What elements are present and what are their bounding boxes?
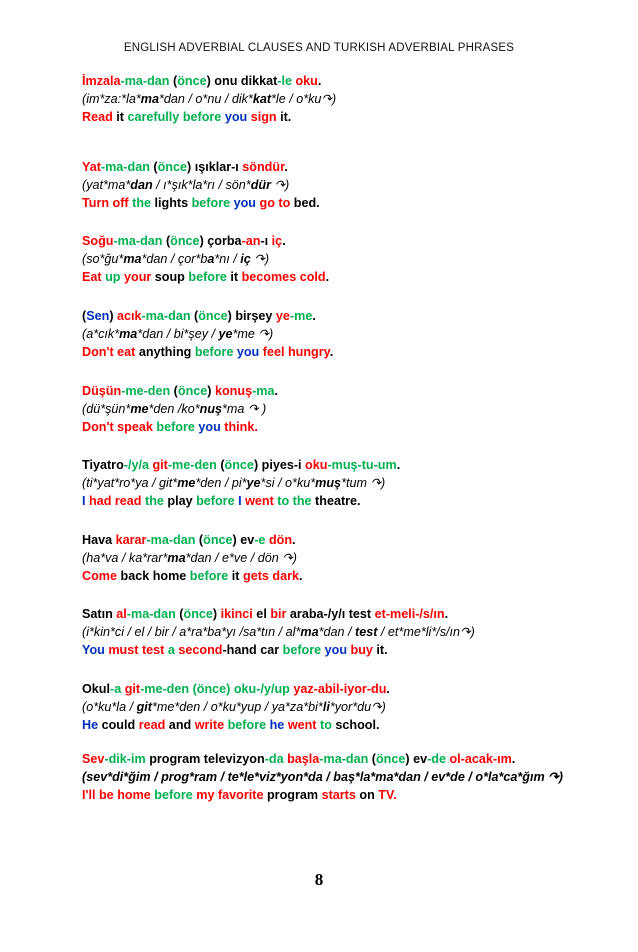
phonetic-transcription	[82, 176, 582, 194]
english-translation	[82, 567, 582, 585]
text-segment: before	[154, 788, 193, 802]
text-segment: nuş	[199, 402, 223, 416]
text-segment: you	[324, 643, 348, 657]
text-segment: Sen	[86, 309, 110, 323]
text-segment: önce	[183, 607, 213, 621]
text-segment: önce	[198, 309, 228, 323]
text-segment: başla	[287, 752, 320, 766]
text-segment: play	[163, 494, 197, 508]
phonetic-transcription	[82, 474, 582, 492]
text-segment: iç	[271, 234, 283, 248]
text-segment: )	[207, 384, 215, 398]
text-segment: ol-acak-ım	[449, 752, 512, 766]
text-segment: *ma ↷ )	[222, 402, 267, 416]
text-segment: .	[282, 234, 286, 248]
text-segment: el	[252, 607, 271, 621]
text-segment: .	[325, 270, 330, 284]
turkish-sentence	[82, 232, 582, 250]
text-segment: before	[196, 494, 235, 508]
text-segment: (	[216, 458, 225, 472]
text-segment: it	[112, 110, 128, 124]
text-segment: yaz-abil-iyor-du	[293, 682, 387, 696]
text-segment: li	[322, 700, 330, 714]
text-segment: (	[190, 309, 199, 323]
text-segment: -ma-dan	[120, 74, 170, 88]
text-segment: Tiyatro	[82, 458, 124, 472]
text-segment: kat	[252, 92, 272, 106]
text-segment: think.	[224, 420, 258, 434]
text-segment: gets	[243, 569, 269, 583]
text-segment: You	[82, 643, 105, 657]
text-segment: TV.	[378, 788, 397, 802]
text-segment: (ha*va / ka*rar*	[82, 551, 168, 565]
text-segment: .	[292, 533, 296, 547]
text-segment: -me-den (önce)	[140, 682, 231, 696]
text-segment: ye	[246, 476, 261, 490]
text-segment: and	[165, 718, 195, 732]
text-segment: you	[233, 196, 256, 210]
text-segment: -hand car	[222, 643, 283, 657]
text-segment: home	[117, 788, 151, 802]
phonetic-transcription	[82, 549, 582, 567]
text-segment: -me	[289, 309, 313, 323]
example-entry	[82, 456, 582, 510]
phonetic-transcription	[82, 400, 582, 418]
text-segment: oku-/y/up	[233, 682, 290, 696]
text-segment: *yor*du↷)	[329, 700, 386, 714]
text-segment: İmzala	[82, 74, 121, 88]
text-segment: -me-den	[167, 458, 217, 472]
turkish-sentence	[82, 307, 582, 325]
text-segment: lights	[151, 196, 192, 210]
text-segment: test	[355, 625, 378, 639]
text-segment: önce	[157, 160, 187, 174]
turkish-sentence	[82, 456, 582, 474]
text-segment: -ma	[252, 384, 275, 398]
english-translation	[82, 641, 582, 659]
text-segment: bir	[270, 607, 287, 621]
text-segment: ye	[275, 309, 290, 323]
text-segment: -e	[254, 533, 266, 547]
text-segment: (i*kin*ci / el / bir / a*ra*ba*yı /sa*tın / al*	[82, 625, 301, 639]
phonetic-transcription	[82, 90, 582, 108]
text-segment: Satın	[82, 607, 117, 621]
text-segment: you	[198, 420, 221, 434]
text-segment: .	[274, 384, 278, 398]
text-segment: *me ↷)	[232, 327, 274, 341]
example-entry	[82, 72, 582, 126]
english-translation	[82, 418, 582, 436]
text-segment: before	[227, 718, 267, 732]
text-segment: (so*ğu*	[82, 252, 124, 266]
text-segment: *den / pi*	[195, 476, 247, 490]
text-segment: -me-den	[121, 384, 171, 398]
text-segment: (	[170, 384, 178, 398]
text-segment: *le / o*ku↷)	[271, 92, 337, 106]
text-segment: .	[317, 74, 322, 88]
turkish-sentence	[82, 158, 582, 176]
example-entry	[82, 158, 582, 212]
text-segment: -/y/a	[123, 458, 153, 472]
text-segment: Yat	[82, 160, 101, 174]
english-translation	[82, 108, 582, 126]
text-segment: I	[82, 494, 86, 508]
text-segment: you	[236, 345, 260, 359]
text-segment: (yat*ma*	[82, 178, 131, 192]
turkish-sentence	[82, 605, 582, 623]
text-segment: ) birşey	[227, 309, 276, 323]
text-segment: / et*me*li*/s/ın↷)	[377, 625, 475, 639]
text-segment: (	[169, 74, 178, 88]
text-segment: program	[263, 788, 322, 802]
text-segment: ↷)	[250, 252, 270, 266]
text-segment: dür	[250, 178, 271, 192]
text-segment: -ma-dan	[146, 533, 196, 547]
text-segment: .	[511, 752, 516, 766]
text-segment: me	[177, 476, 196, 490]
text-segment: muş	[315, 476, 342, 490]
text-segment: to	[320, 718, 332, 732]
phonetic-transcription	[82, 325, 582, 343]
text-segment: carefully	[127, 110, 180, 124]
text-segment: -ma-dan	[113, 234, 163, 248]
text-segment: git	[136, 700, 152, 714]
text-segment: -ı	[260, 234, 272, 248]
english-translation	[82, 716, 582, 734]
english-translation	[82, 786, 582, 804]
text-segment: ma	[119, 327, 138, 341]
text-segment: (o*ku*la /	[82, 700, 137, 714]
text-segment: git	[152, 458, 168, 472]
text-segment: it.	[276, 110, 292, 124]
text-segment: sign	[250, 110, 277, 124]
text-segment: (	[175, 607, 184, 621]
text-segment: a	[207, 252, 215, 266]
text-segment: ↷)	[270, 178, 290, 192]
text-segment: al	[116, 607, 127, 621]
text-segment: theatre.	[311, 494, 361, 508]
text-segment: (ti*yat*ro*ya / git*	[82, 476, 178, 490]
example-entry	[82, 232, 582, 286]
text-segment: söndür	[242, 160, 285, 174]
text-segment: *den /ko*	[148, 402, 200, 416]
text-segment: had read	[89, 494, 142, 508]
text-segment: he	[269, 718, 285, 732]
text-segment: dan	[130, 178, 153, 192]
text-segment: *dan /	[318, 625, 356, 639]
example-entry	[82, 680, 582, 734]
text-segment: git	[124, 682, 141, 696]
text-segment: önce	[170, 234, 200, 248]
text-segment: önce	[203, 533, 233, 547]
text-segment: (	[368, 752, 376, 766]
text-segment: went	[287, 718, 317, 732]
english-translation	[82, 492, 582, 510]
text-segment: *nı /	[214, 252, 241, 266]
phonetic-transcription	[82, 250, 582, 268]
text-segment: I'll be	[82, 788, 114, 802]
text-segment: the	[292, 494, 312, 508]
turkish-sentence	[82, 382, 582, 400]
text-segment: önce	[224, 458, 254, 472]
text-segment: school.	[331, 718, 380, 732]
text-segment: before	[156, 420, 195, 434]
text-segment: acık	[117, 309, 142, 323]
text-segment: (	[195, 533, 204, 547]
text-segment: -da	[264, 752, 284, 766]
text-segment: .	[386, 682, 390, 696]
text-segment: it	[226, 270, 242, 284]
text-segment: Soğu	[82, 234, 114, 248]
text-segment: araba-/y/ı test	[286, 607, 375, 621]
text-segment: *me*den / o*ku*yup / ya*za*bi*	[152, 700, 323, 714]
text-segment: -ma-dan	[319, 752, 369, 766]
text-segment: *dan / ev*	[393, 770, 451, 784]
text-segment: ) çorba	[199, 234, 242, 248]
text-segment: (dü*şün*	[82, 402, 131, 416]
text-segment: ye	[218, 327, 233, 341]
text-segment: iç	[240, 252, 251, 266]
text-segment: .	[444, 607, 449, 621]
text-segment: second	[178, 643, 223, 657]
text-segment: oku	[305, 458, 328, 472]
text-segment: / ı*şık*la*rı / sön*	[152, 178, 251, 192]
text-segment: Düşün	[82, 384, 122, 398]
phonetic-transcription	[82, 698, 582, 716]
text-segment: to	[277, 494, 290, 508]
text-segment: konuş	[214, 384, 253, 398]
text-segment: before	[182, 110, 222, 124]
text-segment: Don't eat	[82, 345, 136, 359]
text-segment: -le	[277, 74, 292, 88]
text-segment: (sev*di*ğim / prog*ram / te*le*viz*yon*da / baş*la*	[82, 770, 376, 784]
text-segment: soup	[151, 270, 189, 284]
text-segment: ) ışıklar-ı	[187, 160, 243, 174]
text-segment: ma	[123, 252, 142, 266]
text-segment: de	[450, 770, 465, 784]
text-segment: karar	[115, 533, 147, 547]
text-segment: before	[191, 196, 231, 210]
text-segment: a	[167, 643, 175, 657]
text-segment: dön	[268, 533, 293, 547]
text-segment: .	[329, 345, 334, 359]
text-segment: back home	[117, 569, 190, 583]
text-segment: *dan / çor*b	[141, 252, 208, 266]
text-segment: you	[224, 110, 248, 124]
text-segment: dark	[272, 569, 300, 583]
text-segment: Don't speak	[82, 420, 153, 434]
example-entry	[82, 750, 582, 804]
text-segment: went	[245, 494, 274, 508]
text-segment: go to	[259, 196, 291, 210]
turkish-sentence	[82, 72, 582, 90]
english-translation	[82, 194, 582, 212]
text-segment: ) onu dikkat	[206, 74, 278, 88]
text-segment: -de	[427, 752, 446, 766]
english-translation	[82, 268, 582, 286]
text-segment: up	[105, 270, 121, 284]
text-segment: .	[284, 160, 288, 174]
text-segment: Sev	[82, 752, 105, 766]
text-segment: ) ev	[232, 533, 255, 547]
text-segment: et-meli-/s/ın	[374, 607, 445, 621]
text-segment: (a*cık*	[82, 327, 120, 341]
example-entry	[82, 531, 582, 585]
text-segment: before	[188, 270, 227, 284]
text-segment: .	[299, 569, 303, 583]
text-segment: on	[355, 788, 379, 802]
example-entry	[82, 307, 582, 361]
phonetic-transcription	[82, 623, 582, 641]
text-segment: Turn off	[82, 196, 129, 210]
english-translation	[82, 343, 582, 361]
text-segment: Come	[82, 569, 117, 583]
page-number: 8	[314, 870, 324, 889]
text-segment: -muş-tu-um	[327, 458, 397, 472]
text-segment: before	[282, 643, 322, 657]
text-segment: anything	[135, 345, 195, 359]
text-segment: the	[132, 196, 152, 210]
text-segment: me	[130, 402, 149, 416]
text-segment: (im*za:*la*	[82, 92, 141, 106]
text-segment: buy	[350, 643, 373, 657]
example-entry	[82, 605, 582, 659]
text-segment: -ma-dan	[100, 160, 150, 174]
text-segment: ma	[140, 92, 159, 106]
text-segment: ) piyes-i	[253, 458, 306, 472]
turkish-sentence	[82, 750, 582, 786]
text-segment: could	[98, 718, 139, 732]
text-segment: program televizyon	[145, 752, 265, 766]
text-segment: must test	[108, 643, 165, 657]
text-segment: )	[109, 309, 118, 323]
page-header: ENGLISH ADVERBIAL CLAUSES AND TURKISH ADVERBIAL PHRASES	[123, 42, 515, 54]
text-segment: Eat	[82, 270, 102, 284]
text-segment: ma	[375, 770, 394, 784]
text-segment: Hava	[82, 533, 116, 547]
text-segment: önce	[177, 74, 207, 88]
text-segment: Okul	[82, 682, 110, 696]
text-segment: your	[124, 270, 152, 284]
text-segment: ma	[167, 551, 186, 565]
text-segment: -a	[110, 682, 125, 696]
text-segment: *tum ↷)	[341, 476, 386, 490]
text-segment: ) ev	[405, 752, 428, 766]
text-segment: (	[162, 234, 171, 248]
text-segment: önce	[375, 752, 406, 766]
turkish-sentence	[82, 531, 582, 549]
text-segment: starts	[321, 788, 356, 802]
text-segment: .	[396, 458, 401, 472]
text-segment: bed.	[290, 196, 320, 210]
text-segment: before	[189, 569, 229, 583]
text-segment: it	[228, 569, 243, 583]
text-segment: He	[82, 718, 99, 732]
text-segment: write	[194, 718, 225, 732]
text-segment: I	[238, 494, 242, 508]
text-segment: hungry	[287, 345, 330, 359]
text-segment: (	[149, 160, 158, 174]
text-segment: the	[145, 494, 164, 508]
text-segment: before	[194, 345, 234, 359]
text-segment: read	[138, 718, 166, 732]
text-segment: it.	[372, 643, 388, 657]
text-segment: *si / o*ku*	[260, 476, 316, 490]
text-segment: *dan / e*ve / dön ↷)	[185, 551, 297, 565]
text-segment: Read	[82, 110, 113, 124]
text-segment: -ma-dan	[126, 607, 176, 621]
text-segment: feel	[262, 345, 285, 359]
example-entry	[82, 382, 582, 436]
text-segment: -dik-im	[104, 752, 146, 766]
text-segment: my favorite	[196, 788, 264, 802]
text-segment: .	[312, 309, 316, 323]
text-segment: -an	[241, 234, 261, 248]
text-segment: (	[82, 309, 87, 323]
text-segment: / o*la*ca*ğım ↷)	[464, 770, 563, 784]
text-segment: cold	[299, 270, 326, 284]
text-segment: becomes	[241, 270, 297, 284]
text-segment: ikinci	[220, 607, 253, 621]
text-segment: oku	[291, 74, 318, 88]
text-segment: ma	[300, 625, 319, 639]
text-segment: -ma-dan	[141, 309, 191, 323]
text-segment: *dan / bi*şey /	[137, 327, 219, 341]
text-segment: önce	[177, 384, 208, 398]
text-segment: *dan / o*nu / dik*	[159, 92, 253, 106]
text-segment: )	[212, 607, 221, 621]
turkish-sentence	[82, 680, 582, 698]
